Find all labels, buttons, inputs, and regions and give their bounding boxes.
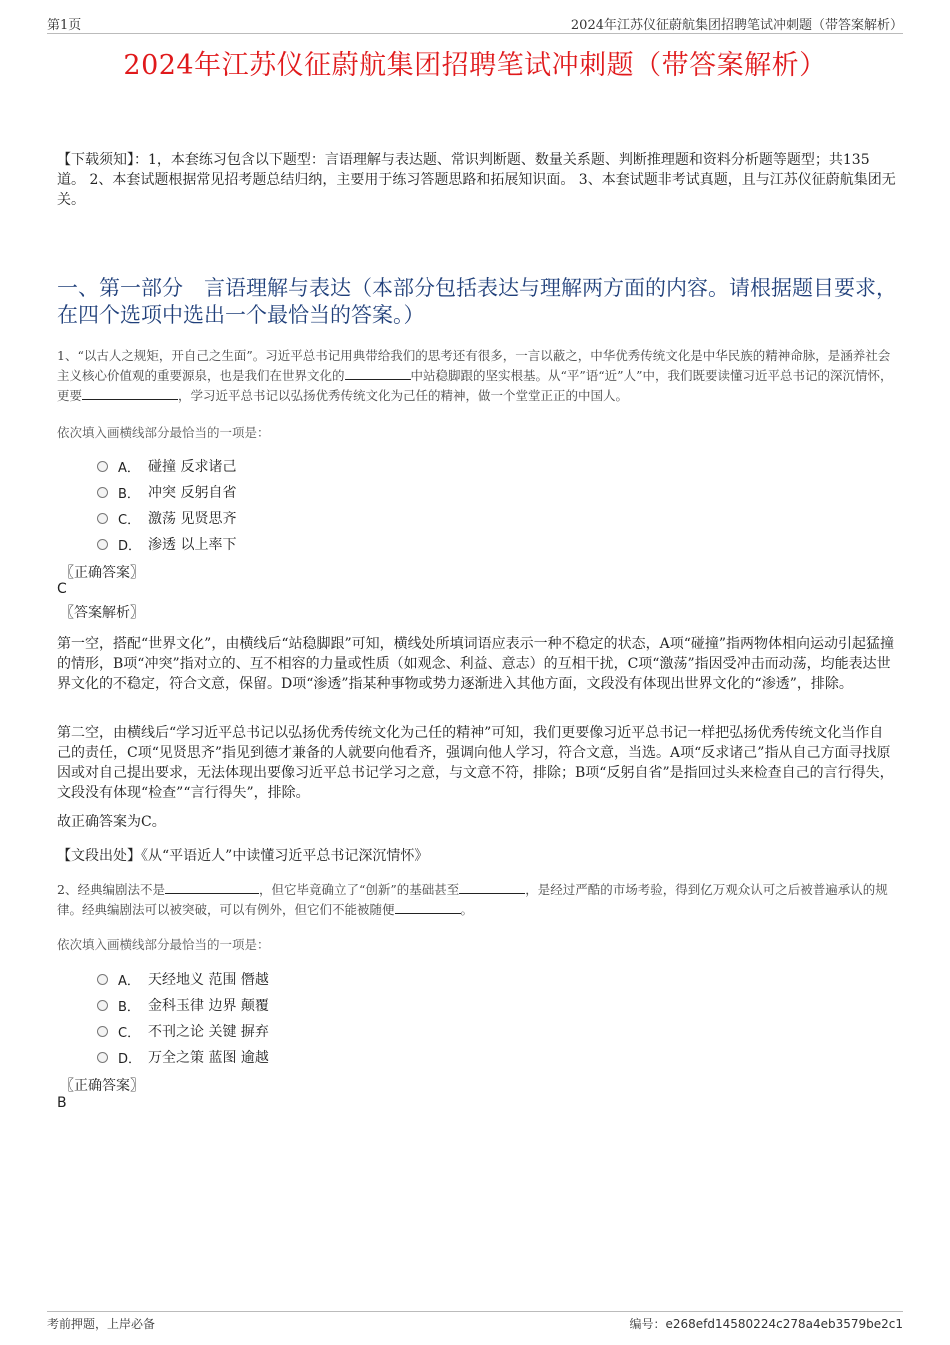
radio-icon[interactable] bbox=[97, 461, 108, 472]
question-2-option-a[interactable] bbox=[97, 969, 269, 989]
question-1-part3: ，学习近平总书记以弘扬优秀传统文化为己任的精神，做一个堂堂正正的中国人。 bbox=[178, 388, 629, 403]
option-letter: B． bbox=[118, 999, 140, 1015]
option-letter: D． bbox=[118, 1051, 142, 1067]
blank bbox=[459, 880, 525, 894]
radio-icon[interactable] bbox=[97, 539, 108, 550]
option-text: 激荡 见贤思齐 bbox=[148, 511, 237, 527]
download-notice: 【下载须知】：1，本套练习包含以下题型：言语理解与表达题、常识判断题、数量关系题、判断推理题和资料分析题等题型；共135道。 2、本套试题根据常见招考题总结归纳，主要用于练习答题思路和拓展知识面。 3、本套试题非考试真题，且与江苏仪征蔚航集团无关。 bbox=[57, 152, 896, 208]
page-title: 2024年江苏仪征蔚航集团招聘笔试冲刺题（带答案解析） bbox=[123, 50, 827, 81]
question-2-part3: ，是经过严酷的市场考验，得到亿万观众认可之后被普遍承认的规律。经典编剧法可以被突破，可以有例外，但它们不能被随便 bbox=[57, 882, 888, 917]
option-letter: D． bbox=[118, 538, 142, 554]
header-page-label: 第1页 bbox=[47, 18, 82, 33]
option-letter: A． bbox=[118, 460, 140, 476]
blank bbox=[165, 880, 259, 894]
option-text: 万全之策 蓝图 逾越 bbox=[148, 1050, 269, 1066]
option-text: 碰撞 反求诸己 bbox=[148, 459, 237, 475]
footer-slogan: 考前押题，上岸必备 bbox=[47, 1317, 156, 1331]
question-2-part2: ，但它毕竟确立了“创新”的基础甚至 bbox=[258, 882, 460, 897]
option-letter: C． bbox=[118, 1025, 141, 1041]
question-1-option-d[interactable] bbox=[97, 534, 236, 554]
question-1-answer-label: 〖正确答案〗 bbox=[60, 565, 144, 581]
radio-icon[interactable] bbox=[97, 513, 108, 524]
option-text: 冲突 反躬自省 bbox=[148, 485, 237, 501]
option-letter: C． bbox=[118, 512, 141, 528]
option-text: 天经地义 范围 僭越 bbox=[148, 972, 269, 988]
header-divider bbox=[47, 33, 903, 34]
question-2-option-b[interactable] bbox=[97, 995, 269, 1015]
question-1-source: 【文段出处】《从“平语近人”中读懂习近平总书记深沉情怀》 bbox=[57, 848, 429, 864]
question-1-option-c[interactable] bbox=[97, 508, 236, 528]
question-1-analysis-1: 第一空，搭配“世界文化”，由横线后“站稳脚跟”可知，横线处所填词语应表示一种不稳定的状态，A项“碰撞”指两物体相向运动引起猛撞的情形，B项“冲突”指对立的、互不相容的力量或性质（如观念、利益、意志）的互相干扰，C项“激荡”指因受冲击而动荡，均能表达世界文化的不稳定，符合文意，保留。D项“渗透”指某种事物或势力逐渐进入其他方面，文段没有体现出世界文化的“渗透”，排除。 bbox=[57, 636, 895, 692]
question-2-option-c[interactable] bbox=[97, 1021, 269, 1041]
question-1-part2: 中站稳脚跟的坚实根基。从“平”语“近”人”中，我们既要读懂习近平总书记的深沉情怀，更要 bbox=[57, 368, 893, 403]
option-text: 金科玉律 边界 颠覆 bbox=[148, 998, 269, 1014]
header-doc-title: 2024年江苏仪征蔚航集团招聘笔试冲刺题（带答案解析） bbox=[570, 18, 903, 33]
question-1-analysis-label: 〖答案解析〗 bbox=[60, 605, 144, 621]
question-1-conclusion: 故正确答案为C。 bbox=[57, 814, 166, 830]
question-1-prompt: 依次填入画横线部分最恰当的一项是： bbox=[57, 425, 270, 440]
footer-divider bbox=[47, 1311, 903, 1312]
option-letter: B． bbox=[118, 486, 140, 502]
question-1-option-a[interactable] bbox=[97, 456, 236, 476]
question-2-prompt: 依次填入画横线部分最恰当的一项是： bbox=[57, 937, 270, 952]
question-1-text bbox=[57, 346, 897, 406]
question-2-answer: B bbox=[57, 1095, 67, 1111]
radio-icon[interactable] bbox=[97, 974, 108, 985]
question-1-part1: 1、“以古人之规矩，开自己之生面”。习近平总书记用典带给我们的思考还有很多，一言以蔽之，中华优秀传统文化是中华民族的精神命脉，是涵养社会主义核心价值观的重要源泉，也是我们在世界文化的 bbox=[57, 348, 891, 383]
radio-icon[interactable] bbox=[97, 487, 108, 498]
question-1-analysis-2: 第二空，由横线后“学习近平总书记以弘扬优秀传统文化为己任的精神”可知，我们更要像习近平总书记一样把弘扬优秀传统文化当作自己的责任，C项“见贤思齐”指见到德才兼备的人就要向他看齐，强调向他人学习，符合文意，当选。A项“反求诸己”指从自己方面寻找原因或对自己提出要求，无法体现出要像习近平总书记学习之意，与文意不符，排除；B项“反躬自省”是指回过头来检查自己的言行得失，文段没有体现“检查”“言行得失”，排除。 bbox=[57, 725, 894, 801]
option-text: 渗透 以上率下 bbox=[148, 537, 237, 553]
blank bbox=[345, 366, 411, 380]
question-2-part1: 2、经典编剧法不是 bbox=[57, 882, 165, 897]
radio-icon[interactable] bbox=[97, 1052, 108, 1063]
radio-icon[interactable] bbox=[97, 1000, 108, 1011]
question-2-text bbox=[57, 880, 897, 920]
option-letter: A． bbox=[118, 973, 140, 989]
blank bbox=[395, 900, 461, 914]
section-title: 一、第一部分 言语理解与表达（本部分包括表达与理解两方面的内容。请根据题目要求，在四个选项中选出一个最恰当的答案。） bbox=[57, 276, 897, 327]
question-1-answer: C bbox=[57, 581, 67, 597]
question-2-answer-label: 〖正确答案〗 bbox=[60, 1078, 144, 1094]
question-2-part4: 。 bbox=[460, 902, 474, 917]
blank bbox=[82, 386, 178, 400]
question-1-option-b[interactable] bbox=[97, 482, 236, 502]
footer-code-label: 编号： bbox=[629, 1317, 666, 1331]
radio-icon[interactable] bbox=[97, 1026, 108, 1037]
option-text: 不刊之论 关键 摒弃 bbox=[148, 1024, 269, 1040]
footer-code bbox=[629, 1315, 903, 1332]
question-2-option-d[interactable] bbox=[97, 1047, 269, 1067]
footer-code-value: e268efd14580224c278a4eb3579be2c1 bbox=[665, 1317, 903, 1331]
